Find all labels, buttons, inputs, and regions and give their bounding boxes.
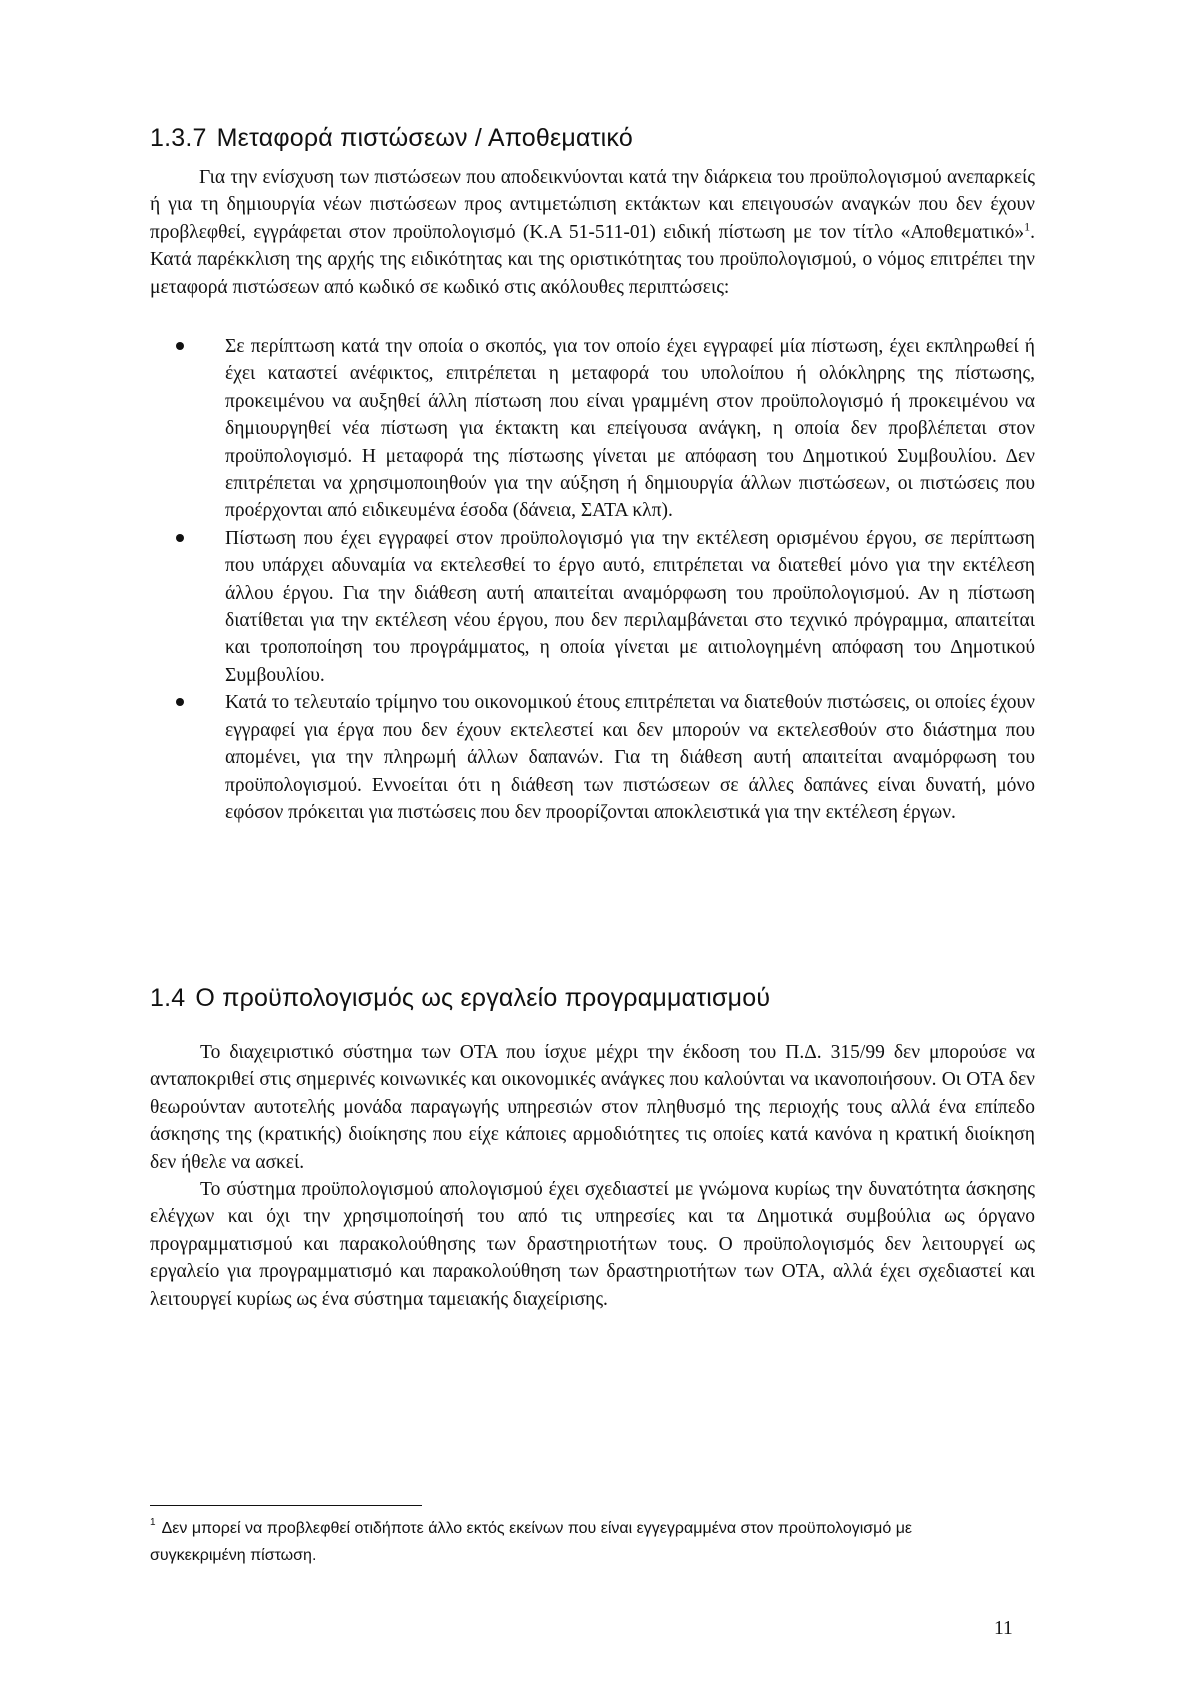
bullet-icon	[176, 534, 184, 542]
transfer-cases-list	[150, 333, 1035, 826]
list-item-text: Σε περίπτωση κατά την οποία ο σκοπός, για τον οποίο έχει εγγραφεί μία πίστωση, έχει εκπληρωθεί ή έχει καταστεί ανέφικτος, επιτρέπεται η μεταφορά του υπολοίπου ή ολόκληρης της πίστωσης, προκειμένου να αυξηθεί άλλη πίστωση που είναι γραμμένη στον προϋπολογισμό ή προκειμένου να δημιουργηθεί νέα πίστωση για έκτακτη και επείγουσα ανάγκη, η οποία δεν προβλέπεται στον προϋπολογισμό. Η μεταφορά της πίστωσης γίνεται με απόφαση του Δημοτικού Συμβουλίου. Δεν επιτρέπεται να χρησιμοποιηθούν για την αύξηση ή δημιουργία άλλων πιστώσεων, οι πιστώσεις που προέρχονται από ειδικευμένα έσοδα (δάνεια, ΣΑΤΑ κλπ).	[225, 336, 1035, 522]
footnote	[150, 1515, 1010, 1569]
section-heading-1-3-7	[150, 124, 633, 153]
section-heading-1-4	[150, 984, 770, 1013]
section-title: Ο προϋπολογισμός ως εργαλείο προγραμματισμού	[195, 984, 771, 1012]
section-1-4-body	[150, 1039, 1035, 1313]
paragraph: Το διαχειριστικό σύστημα των ΟΤΑ που ίσχυε μέχρι την έκδοση του Π.Δ. 315/99 δεν μπορούσε να ανταποκριθεί στις σημερινές κοινωνικές και οικονομικές ανάγκες που καλούνται να ικανοποιήσουν. Οι ΟΤΑ δεν θεωρούνταν αυτοτελής μονάδα παραγωγής υπηρεσιών στον πληθυσμό της περιοχής τους αλλά ένα επίπεδο άσκησης της (κρατικής) διοίκησης που είχε κάποιες αρμοδιότητες τις οποίες κατά κανόνα η κρατική διοίκηση δεν ήθελε να ασκεί.	[150, 1042, 1035, 1173]
section-number: 1.3.7	[150, 124, 207, 152]
footnote-divider	[150, 1505, 422, 1506]
footnote-mark: 1	[150, 1517, 156, 1528]
list-item-text: Πίστωση που έχει εγγραφεί στον προϋπολογισμό για την εκτέλεση ορισμένου έργου, σε περίπτωση που υπάρχει αδυναμία να εκτελεσθεί το έργο αυτό, επιτρέπεται να διατεθεί μόνο για την εκτέλεση άλλου έργου. Για την διάθεση αυτή απαιτείται αναμόρφωση του προϋπολογισμού. Αν η πίστωση διατίθεται για την εκτέλεση νέου έργου, που δεν περιλαμβάνεται στο τεχνικό πρόγραμμα, απαιτείται και τροποποίηση του προγράμματος, η οποία γίνεται με αιτιολογημένη απόφαση του Δημοτικού Συμβουλίου.	[225, 527, 1035, 686]
intro-text: Για την ενίσχυση των πιστώσεων που αποδεικνύονται κατά την διάρκεια του προϋπολογισμού ανεπαρκείς ή για τη δημιουργία νέων πιστώσεων προς αντιμετώπιση εκτάκτων και επειγουσών αναγκών που δεν έχουν προβλεφθεί, εγγράφεται στον προϋπολογισμό (Κ.Α 51-511-01) ειδική πίστωση με τον τίτλο «Αποθεματικό»	[150, 167, 1035, 243]
list-item-text: Κατά το τελευταίο τρίμηνο του οικονομικού έτους επιτρέπεται να διατεθούν πιστώσεις, οι οποίες έχουν εγγραφεί για έργα που δεν έχουν εκτελεστεί και δεν μπορούν να εκτελεσθούν στο διάστημα που απομένει, για την πληρωμή άλλων δαπανών. Για τη διάθεση αυτή απαιτείται αναμόρφωση του προϋπολογισμού. Εννοείται ότι η διάθεση των πιστώσεων σε άλλες δαπάνες είναι δυνατή, μόνο εφόσον πρόκειται για πιστώσεις που δεν προορίζονται αποκλειστικά για την εκτέλεση έργων.	[225, 692, 1035, 823]
exceptions-text: Κατά παρέκκλιση της αρχής της ειδικότητας και της οριστικότητας του προϋπολογισμού, ο νόμος επιτρέπει την μεταφορά πιστώσεων από κωδικό σε κωδικό στις ακόλουθες περιπτώσεις:	[150, 249, 1035, 298]
footnote-reference: 1	[1024, 219, 1031, 234]
list-item	[150, 333, 1035, 525]
footnote-text: Δεν μπορεί να προβλεφθεί οτιδήποτε άλλο εκτός εκείνων που είναι εγγεγραμμένα στον προϋπολογισμό με συγκεκριμένη πίστωση.	[150, 1520, 913, 1564]
intro-paragraph	[150, 164, 1035, 301]
list-item	[150, 689, 1035, 826]
paragraph: Το σύστημα προϋπολογισμού απολογισμού έχει σχεδιαστεί με γνώμονα κυρίως την δυνατότητα άσκησης ελέγχων και όχι την χρησιμοποίησή του από τις υπηρεσίες και τα Δημοτικά συμβούλια ως όργανο προγραμματισμού και παρακολούθησης των δραστηριοτήτων τους. Ο προϋπολογισμός δεν λειτουργεί ως εργαλείο για προγραμματισμό και παρακολούθηση των δραστηριοτήτων των ΟΤΑ, αλλά έχει σχεδιαστεί και λειτουργεί κυρίως ως ένα σύστημα ταμειακής διαχείρισης.	[150, 1179, 1035, 1310]
section-number: 1.4	[150, 984, 186, 1012]
intro-end: .	[1030, 221, 1035, 243]
bullet-icon	[176, 698, 184, 706]
bullet-icon	[176, 342, 184, 350]
section-title: Μεταφορά πιστώσεων / Αποθεματικό	[216, 124, 633, 152]
section-1-3-7-body	[150, 164, 1035, 301]
list-item	[150, 525, 1035, 689]
page-number: 11	[994, 1618, 1013, 1639]
